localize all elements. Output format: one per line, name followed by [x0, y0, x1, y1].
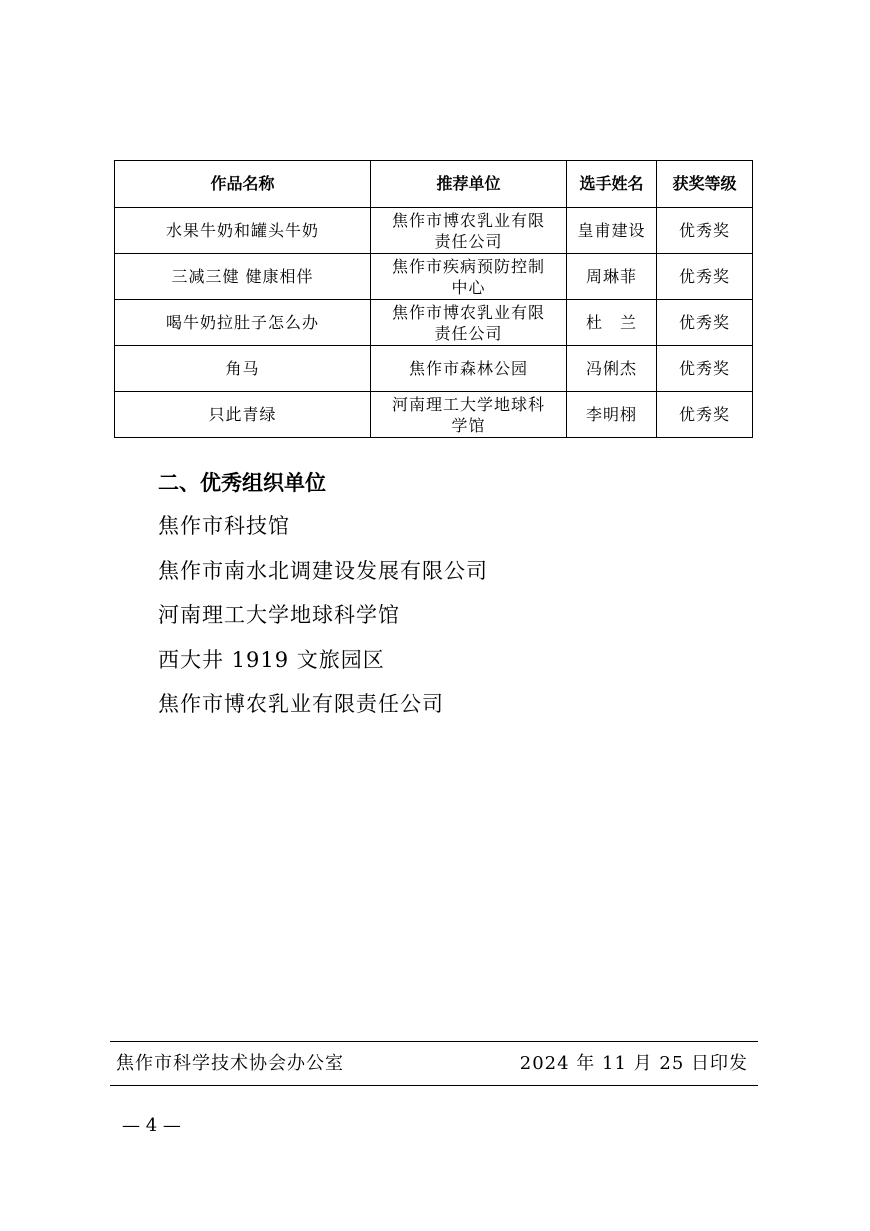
work-title-cell: 水果牛奶和罐头牛奶 — [115, 208, 371, 254]
list-item: 焦作市南水北调建设发展有限公司 — [158, 558, 488, 583]
list-item: 河南理工大学地球科学馆 — [158, 603, 400, 627]
footer-top-divider — [110, 1041, 758, 1042]
table-row — [115, 346, 753, 392]
contestant-name-cell: 皇甫建设 — [567, 208, 657, 254]
header-award-level: 获奖等级 — [657, 161, 753, 208]
page-number: — 4 — — [122, 1115, 181, 1136]
contestant-name-cell: 李明栩 — [567, 392, 657, 438]
header-recommending-unit: 推荐单位 — [371, 161, 567, 208]
award-level-cell: 优秀奖 — [657, 300, 753, 346]
recommending-unit-cell: 焦作市森林公园 — [371, 346, 567, 392]
table-row — [115, 208, 753, 254]
award-level-cell: 优秀奖 — [657, 208, 753, 254]
footer-issue-date: 2024 年 11 月 25 日印发 — [519, 1053, 748, 1074]
work-title-cell: 只此青绿 — [115, 392, 371, 438]
work-title-cell: 喝牛奶拉肚子怎么办 — [115, 300, 371, 346]
award-level-cell: 优秀奖 — [657, 392, 753, 438]
work-title-cell: 角马 — [115, 346, 371, 392]
recommending-unit-cell: 焦作市博农乳业有限责任公司 — [371, 208, 567, 254]
footer-issuer: 焦作市科学技术协会办公室 — [116, 1053, 344, 1074]
award-level-cell: 优秀奖 — [657, 346, 753, 392]
award-level-cell: 优秀奖 — [657, 254, 753, 300]
list-item: 焦作市科技馆 — [158, 514, 290, 538]
awards-table — [114, 160, 753, 438]
contestant-name-cell: 周琳菲 — [567, 254, 657, 300]
section-heading: 二、优秀组织单位 — [158, 471, 326, 495]
table-header-row — [115, 161, 753, 208]
header-contestant-name: 选手姓名 — [567, 161, 657, 208]
footer-bottom-divider — [110, 1085, 758, 1086]
recommending-unit-cell: 河南理工大学地球科学馆 — [371, 392, 567, 438]
recommending-unit-cell: 焦作市博农乳业有限责任公司 — [371, 300, 567, 346]
table-row — [115, 392, 753, 438]
list-item: 西大井 1919 文旅园区 — [158, 647, 385, 672]
contestant-name-cell: 冯俐杰 — [567, 346, 657, 392]
work-title-cell: 三减三健 健康相伴 — [115, 254, 371, 300]
list-item: 焦作市博农乳业有限责任公司 — [158, 692, 444, 716]
header-work-title: 作品名称 — [115, 161, 371, 208]
organization-list — [158, 510, 488, 733]
recommending-unit-cell: 焦作市疾病预防控制中心 — [371, 254, 567, 300]
table-row — [115, 254, 753, 300]
contestant-name-cell: 杜 兰 — [567, 300, 657, 346]
table-row — [115, 300, 753, 346]
